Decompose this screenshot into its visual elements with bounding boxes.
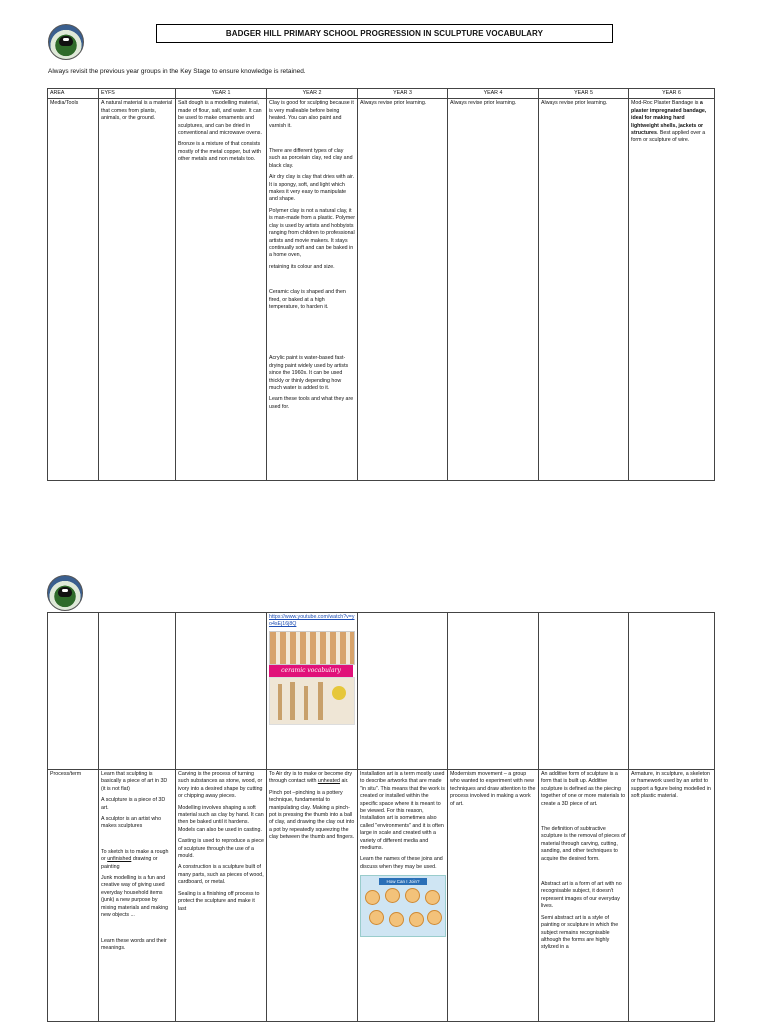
cell-year2-process xyxy=(267,770,358,1022)
text: A sculptor is an artist who makes sculptures xyxy=(101,816,162,830)
text: or xyxy=(101,856,108,863)
text: Abstract art is a form of art with no recognisable subject, it doesn't represent images of our everyday lives. xyxy=(541,881,622,910)
cell-year6-process xyxy=(629,770,715,1022)
header-year6: YEAR 6 xyxy=(629,89,715,99)
cell-year2-media xyxy=(267,99,358,481)
header-year3: YEAR 3 xyxy=(358,89,448,99)
header-eyfs: EYFS xyxy=(99,89,176,99)
cell-empty xyxy=(539,613,629,770)
cell-year1-media xyxy=(176,99,267,481)
text: An additive form of sculpture is a form that is built up. Additive sculpture is defined as the piecing together of one or more materials to create a 3D piece of art. xyxy=(541,771,626,807)
text: Salt dough is a modelling material, made of flour, salt, and water. It can be used to make ornaments and sculptures, and can be dried in conventional and microwave ovens. xyxy=(178,100,262,137)
text: air. xyxy=(339,778,349,785)
cell-empty xyxy=(358,613,448,770)
cell-year5-process xyxy=(539,770,629,1022)
header-year2: YEAR 2 xyxy=(267,89,358,99)
poster-title: How Can I Join? xyxy=(379,878,427,885)
text: Acrylic paint is water-based fast-drying paint widely used by artists since the 1960s. It can be used thickly or thinly depending how much water is added to it. xyxy=(269,355,349,391)
text-bold: a plaster impregnated bandage, ideal for making hard lightweight shells, jackets or structures xyxy=(631,100,707,137)
cell-eyfs-media xyxy=(99,99,176,481)
text: Installation art is a term mostly used to describe artworks that are made "in situ". This means that the work is created or installed within the specific space where it is meant to be viewed. For this reason, Installation art is sometimes also called "environments" and it is often large in scale and created with a variety of different media and mediums. xyxy=(360,771,445,852)
text: Clay is good for sculpting because it is very malleable before being heated. You can also paint and varnish it. xyxy=(269,100,354,129)
vocabulary-table-media xyxy=(47,88,715,481)
joins-poster-image xyxy=(360,875,446,937)
cell-year5-media: Always revise prior learning. xyxy=(539,99,629,481)
text: Learn these words and their meanings. xyxy=(101,937,167,951)
youtube-link[interactable]: https://www.youtube.com/watch?v=yo4sEj16j8Q xyxy=(269,614,355,628)
header-year5: YEAR 5 xyxy=(539,89,629,99)
text: Air dry clay is clay that dries with air. It is spongy, soft, and light which makes it very easy to manipulate and shape. xyxy=(269,174,355,203)
text: Pinch pot –pinching is a pottery technique, fundamental to manipulating clay. Making a pinch-pot is pressing the thumb into a ball of clay, and drawing the clay out into a pot by repeatedly squeezing the clay between the thumb and fingers. xyxy=(269,789,355,841)
text: retaining its colour and size. xyxy=(269,263,335,270)
cell-year1-process xyxy=(176,770,267,1022)
text: Sealing is a finishing off process to protect the sculpture and make it last xyxy=(178,890,260,912)
header-year4: YEAR 4 xyxy=(448,89,539,99)
key-stage-note: Always revisit the previous year groups in the Key Stage to ensure knowledge is retained. xyxy=(48,68,306,75)
cell-empty xyxy=(176,613,267,770)
vocabulary-table-process xyxy=(47,612,715,1022)
text: Armature, in sculpture, a skeleton or framework used by an artist to support a figure being modelled in soft plastic material. xyxy=(631,771,711,800)
row-area-process: Process/term xyxy=(48,770,99,1022)
text: There are different types of clay such as porcelain clay, red clay and black clay. xyxy=(269,148,353,169)
text-underlined: unfinished xyxy=(107,856,132,863)
text: To Air dry is to make or become dry through contact with xyxy=(269,771,353,785)
cell-empty xyxy=(448,613,539,770)
text: Junk modelling is a fun and creative way of giving used everyday household items (junk) a new purpose by mixing materials and making new objects ... xyxy=(101,875,169,919)
header-area: AREA xyxy=(48,89,99,99)
text: Ceramic clay is shaped and then fired, or baked at a high temperature, to harden it. xyxy=(269,289,346,310)
cell-year3-media: Always revise prior learning. xyxy=(358,99,448,481)
page-title: BADGER HILL PRIMARY SCHOOL PROGRESSION IN SCULPTURE VOCABULARY xyxy=(156,24,613,43)
text: Learn that sculpting is basically a piece of art in 3D (it is not flat) xyxy=(101,771,168,792)
text-underlined: unheated xyxy=(317,778,340,785)
school-logo-page2 xyxy=(47,575,83,611)
clay-tools-image xyxy=(269,631,355,665)
cell-year2-resources xyxy=(267,613,358,770)
text: Mod-Roc Plaster Bandage is xyxy=(631,100,700,107)
text: Semi abstract art is a style of painting or sculpture in which the subject remains recognisable although the forms are highly stylized in a xyxy=(541,914,619,951)
cell-year4-process xyxy=(448,770,539,1022)
ceramic-vocabulary-banner: ceramic vocabulary xyxy=(269,665,353,677)
text: A sculpture is a piece of 3D art. xyxy=(101,797,166,811)
text: Learn the names of these joins and discuss when they may be used. xyxy=(360,856,443,870)
text: Polymer clay is not a natural clay, it is man-made from a plastic. Polymer clay is used by artists and hobbyists ranging from children to professional artists and movie makers. It stays continually soft and can be baked in a home oven, xyxy=(269,207,355,259)
cell-empty xyxy=(99,613,176,770)
cell-year4-media: Always revise prior learning. xyxy=(448,99,539,481)
pottery-tools-image xyxy=(269,677,355,725)
header-year1: YEAR 1 xyxy=(176,89,267,99)
text: A construction is a sculpture built of many parts, such as pieces of wood, cardboard, or metal. xyxy=(178,864,264,886)
cell-eyfs-process xyxy=(99,770,176,1022)
text: Modernism movement – a group who wanted to experiment with new techniques and draw attention to the process involved in making a work of art. xyxy=(450,771,536,807)
text: A natural material is a material that comes from plants, animals, or the ground. xyxy=(101,100,173,122)
text: . Best applied over a form or sculpture of wire. xyxy=(631,130,706,144)
text: drawing or painting xyxy=(101,856,158,870)
cell-year6-media xyxy=(629,99,715,481)
cell-empty xyxy=(629,613,715,770)
cell-year3-process xyxy=(358,770,448,1022)
text: Carving is the process of turning such substances as stone, wood, or ivory into a desired shape by cutting or chipping away pieces. xyxy=(178,771,263,800)
school-logo xyxy=(48,24,84,60)
text: Casting is used to reproduce a piece of sculpture through the use of a mould. xyxy=(178,838,264,860)
row-area-media: Media/Tools xyxy=(48,99,99,481)
text: The definition of subtractive sculpture is the removal of pieces of material through carving, cutting, sanding, and other techniques to acquire the desired form. xyxy=(541,826,626,862)
text: To sketch is to make a rough xyxy=(101,848,169,855)
cell-empty xyxy=(48,613,99,770)
text: Modelling involves shaping a soft material such as clay by hand. It can then be baked until it hardens. Models can also be used in casting. xyxy=(178,804,264,833)
text: Bronze is a mixture of that consists mostly of the metal copper, but with other metals and non metals too. xyxy=(178,141,262,163)
text: Learn these tools and what they are used for. xyxy=(269,396,354,410)
